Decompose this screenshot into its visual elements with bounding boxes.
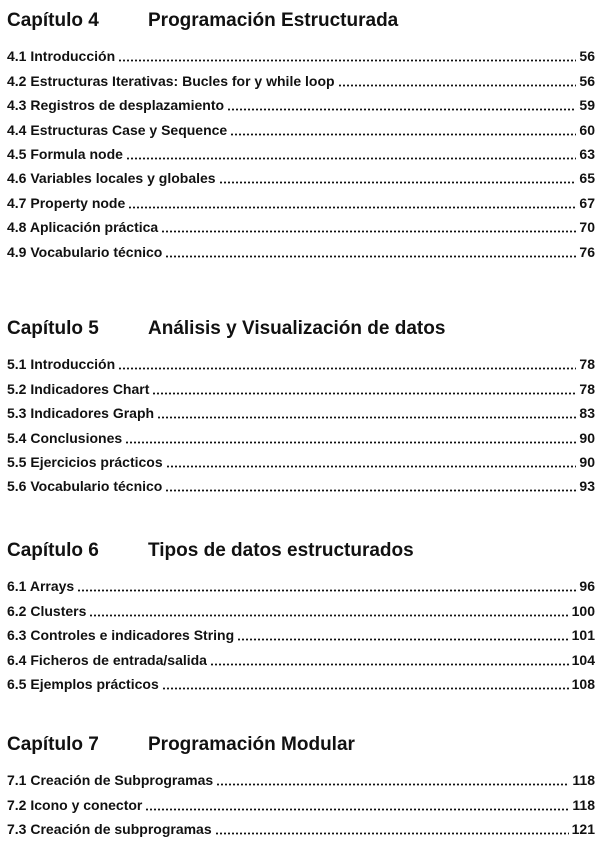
dot-leader <box>157 416 576 419</box>
toc-entry[interactable] <box>7 644 595 668</box>
chapter-heading <box>7 734 595 756</box>
page-number: 101 <box>571 627 595 644</box>
entry-title: 5.3 Indicadores Graph <box>7 405 155 422</box>
entry-list <box>7 41 595 261</box>
page-number: 108 <box>571 675 595 692</box>
entry-list <box>7 571 595 693</box>
chapter-title: Programación Modular <box>148 734 355 755</box>
toc-entry[interactable] <box>7 814 595 838</box>
page-number: 100 <box>571 602 595 619</box>
page-number: 76 <box>579 243 595 260</box>
entry-title: 4.3 Registros de desplazamiento <box>7 97 225 114</box>
dot-leader <box>126 157 577 160</box>
dot-leader <box>118 59 576 62</box>
dot-leader <box>166 465 577 468</box>
dot-leader <box>77 589 576 592</box>
toc-entry[interactable] <box>7 620 595 644</box>
entry-title: 5.2 Indicadores Chart <box>7 380 150 397</box>
page-number: 93 <box>579 478 595 495</box>
page-number: 67 <box>579 194 595 211</box>
entry-title: 4.8 Aplicación práctica <box>7 219 159 236</box>
entry-title: 4.4 Estructuras Case y Sequence <box>7 121 228 138</box>
entry-title: 7.1 Creación de Subprogramas <box>7 772 214 789</box>
entry-title: 6.4 Ficheros de entrada/salida <box>7 651 207 668</box>
toc-entry[interactable] <box>7 163 595 187</box>
toc-entry[interactable] <box>7 139 595 163</box>
toc-entry[interactable] <box>7 422 595 446</box>
dot-leader <box>165 255 576 258</box>
toc-entry[interactable] <box>7 41 595 65</box>
toc-entry[interactable] <box>7 187 595 211</box>
dot-leader <box>118 367 576 370</box>
dot-leader <box>161 230 576 233</box>
dot-leader <box>128 206 576 209</box>
dot-leader <box>152 392 576 395</box>
page-number: 65 <box>579 170 595 187</box>
entry-title: 7.3 Creación de subprogramas <box>7 821 212 838</box>
entry-title: 4.1 Introducción <box>7 48 116 65</box>
toc-entry[interactable] <box>7 373 595 397</box>
chapter-label: Capítulo 6 <box>7 540 99 561</box>
page-number: 70 <box>579 219 595 236</box>
dot-leader <box>216 783 569 786</box>
page-number: 121 <box>571 821 595 838</box>
page-number: 78 <box>579 380 595 397</box>
toc-entry[interactable] <box>7 669 595 693</box>
chapter-heading <box>7 318 595 340</box>
dot-leader <box>227 108 576 111</box>
dot-leader <box>237 638 568 641</box>
toc-entry[interactable] <box>7 571 595 595</box>
chapter-section <box>7 734 595 838</box>
dot-leader <box>162 687 569 690</box>
chapter-heading <box>7 540 595 562</box>
dot-leader <box>215 832 569 835</box>
toc-entry[interactable] <box>7 765 595 789</box>
page-number: 96 <box>579 578 595 595</box>
chapter-label: Capítulo 5 <box>7 318 99 339</box>
chapter-heading <box>7 10 595 32</box>
toc-entry[interactable] <box>7 90 595 114</box>
toc-entry[interactable] <box>7 65 595 89</box>
page-number: 83 <box>579 405 595 422</box>
entry-list <box>7 765 595 838</box>
chapter-title: Tipos de datos estructurados <box>148 540 414 561</box>
entry-title: 7.2 Icono y conector <box>7 796 143 813</box>
chapter-label: Capítulo 7 <box>7 734 99 755</box>
toc-entry[interactable] <box>7 447 595 471</box>
entry-title: 6.3 Controles e indicadores String <box>7 627 235 644</box>
dot-leader <box>338 84 577 87</box>
toc-entry[interactable] <box>7 595 595 619</box>
dot-leader <box>125 441 576 444</box>
page-number: 90 <box>579 429 595 446</box>
entry-list <box>7 349 595 495</box>
toc-entry[interactable] <box>7 114 595 138</box>
chapter-label: Capítulo 4 <box>7 10 99 31</box>
dot-leader <box>219 181 577 184</box>
toc-entry[interactable] <box>7 471 595 495</box>
chapter-section <box>7 318 595 495</box>
page-number: 63 <box>579 145 595 162</box>
page-number: 90 <box>579 453 595 470</box>
entry-title: 6.2 Clusters <box>7 602 87 619</box>
entry-title: 4.5 Formula node <box>7 145 123 162</box>
entry-title: 5.5 Ejercicios prácticos <box>7 453 163 470</box>
entry-title: 5.6 Vocabulario técnico <box>7 478 163 495</box>
dot-leader <box>210 663 569 666</box>
chapter-title: Programación Estructurada <box>148 10 399 31</box>
page-number: 118 <box>572 796 595 813</box>
toc-entry[interactable] <box>7 349 595 373</box>
entry-title: 5.1 Introducción <box>7 356 116 373</box>
chapter-title: Análisis y Visualización de datos <box>148 318 446 339</box>
page-number: 59 <box>579 97 595 114</box>
dot-leader <box>145 808 569 811</box>
entry-title: 4.7 Property node <box>7 194 126 211</box>
toc-entry[interactable] <box>7 789 595 813</box>
chapter-section <box>7 10 595 261</box>
dot-leader <box>230 133 576 136</box>
chapter-section <box>7 540 595 693</box>
toc-entry[interactable] <box>7 236 595 260</box>
toc-entry[interactable] <box>7 212 595 236</box>
page-number: 118 <box>572 772 595 789</box>
entry-title: 4.6 Variables locales y globales <box>7 170 216 187</box>
toc-entry[interactable] <box>7 398 595 422</box>
page-number: 60 <box>579 121 595 138</box>
entry-title: 6.1 Arrays <box>7 578 75 595</box>
dot-leader <box>165 489 576 492</box>
page-number: 56 <box>579 72 595 89</box>
page-number: 78 <box>579 356 595 373</box>
page-number: 56 <box>579 48 595 65</box>
dot-leader <box>89 614 568 617</box>
entry-title: 4.9 Vocabulario técnico <box>7 243 163 260</box>
entry-title: 4.2 Estructuras Iterativas: Bucles for y while loop <box>7 72 335 89</box>
page-number: 104 <box>571 651 595 668</box>
entry-title: 6.5 Ejemplos prácticos <box>7 675 159 692</box>
entry-title: 5.4 Conclusiones <box>7 429 123 446</box>
